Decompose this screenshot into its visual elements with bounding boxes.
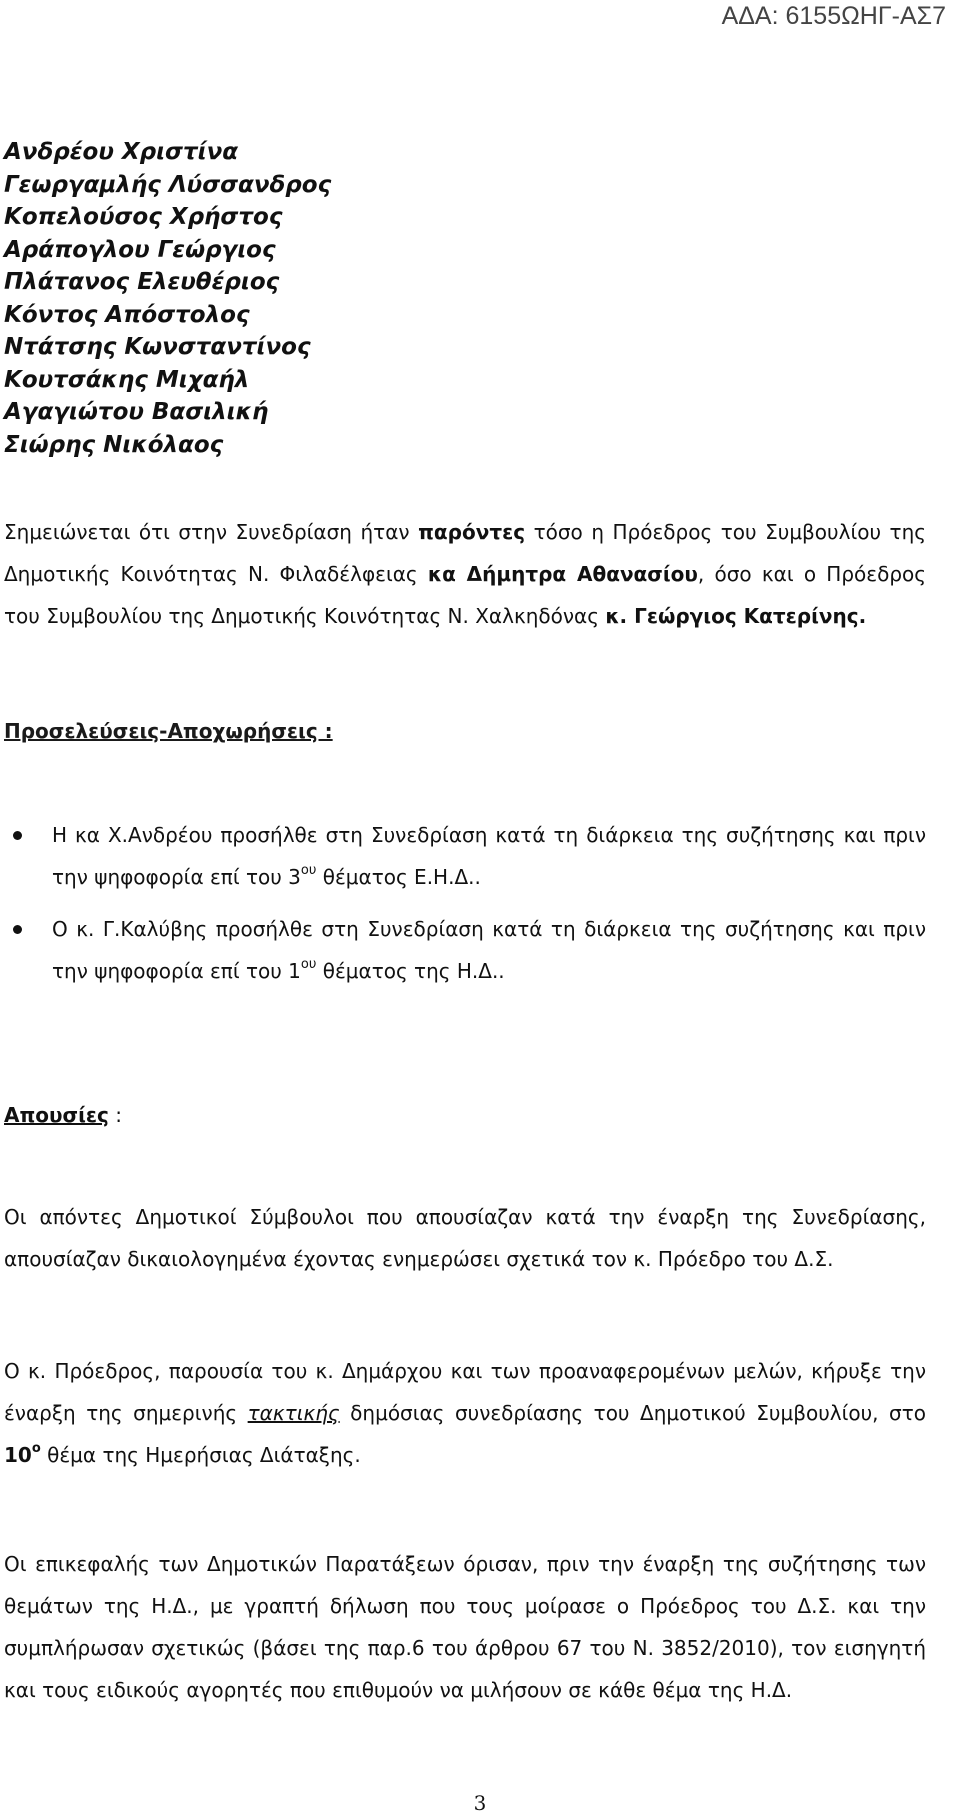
ada-code: ΑΔΑ: 6155ΩΗΓ-ΑΣ7	[721, 2, 946, 30]
presence-bold-chair-philadelphia: κα Δήμητρα Αθανασίου	[427, 562, 698, 586]
arrival-text: Η κα Χ.Ανδρέου προσήλθε στη Συνεδρίαση κατά τη διάρκεια της συζήτησης και πριν την ψηφοφορία επί του 3	[52, 823, 926, 889]
arrival-text-end: θέματος της Η.Δ..	[316, 959, 505, 983]
attendee-name: Ντάτσης Κωνσταντίνος	[4, 334, 311, 360]
attendee-name: Κόντος Απόστολος	[4, 301, 250, 328]
arrival-item	[4, 908, 926, 992]
presence-text-2: τόσο η Πρόεδρος του Συμβουλίου της Δημοτικής Κοινότητας Ν. Φιλαδέλφειας	[4, 520, 927, 586]
opening-text-2: δημόσιας συνεδρίασης του Δημοτικού Συμβουλίου, στο	[339, 1401, 927, 1425]
absences-heading-line	[4, 1103, 122, 1127]
arrival-text: Ο κ. Γ.Καλύβης προσήλθε στη Συνεδρίαση κατά τη διάρκεια της συζήτησης και πριν την ψηφοφορία επί του 1	[52, 917, 926, 983]
opening-ordinal: ο	[31, 1441, 41, 1457]
bullet-icon	[13, 831, 22, 840]
attendee-name: Ανδρέου Χριστίνα	[4, 139, 239, 165]
opening-text-3: θέμα της Ημερήσιας Διάταξης.	[40, 1443, 361, 1467]
attendee-name: Πλάτανος Ελευθέριος	[4, 269, 280, 295]
presence-text-1: Σημειώνεται ότι στην Συνεδρίαση ήταν	[4, 520, 419, 544]
arrivals-heading: Προσελεύσεις-Αποχωρήσεις :	[4, 719, 333, 743]
attendee-name: Αράπογλου Γεώργιος	[4, 236, 276, 263]
opening-paragraph	[4, 1350, 926, 1476]
presence-bold-present: παρόντες	[418, 520, 526, 544]
arrival-item	[4, 814, 926, 898]
presence-note	[4, 511, 926, 637]
attendee-name: Κοπελούσος Χρήστος	[4, 204, 283, 230]
arrivals-list	[4, 814, 926, 1002]
absences-heading: Απουσίες	[4, 1103, 109, 1127]
absences-text: Οι απόντες Δημοτικοί Σύμβουλοι που απουσίαζαν κατά την έναρξη της Συνεδρίασης, απουσίαζαν δικαιολογημένα έχοντας ενημερώσει σχετικά τον κ. Πρόεδρο του Δ.Σ.	[4, 1205, 926, 1271]
ordinal-suffix: ου	[300, 863, 317, 879]
arrival-text-end: θέματος Ε.Η.Δ..	[316, 865, 481, 889]
opening-text-1: Ο κ. Πρόεδρος, παρουσία του κ. Δημάρχου και των προαναφερομένων μελών, κήρυξε την έναρξη της σημερινής	[4, 1359, 926, 1425]
attendee-name: Κουτσάκης Μιχαήλ	[4, 366, 250, 393]
attendees-list	[4, 136, 331, 461]
attendee-name: Αγαγιώτου Βασιλική	[4, 399, 269, 425]
attendee-name: Σιώρης Νικόλαος	[4, 431, 224, 458]
attendee-name: Γεωργαμλής Λύσσανδρος	[4, 171, 332, 198]
opening-item-number: 10	[4, 1443, 32, 1467]
bullet-icon	[13, 925, 22, 934]
parties-paragraph: Οι επικεφαλής των Δημοτικών Παρατάξεων όρισαν, πριν την έναρξη της συζήτησης των θεμάτων της Η.Δ., με γραπτή δήλωση που τους μοίρασε ο Πρόεδρος του Δ.Σ. και την συμπλήρωσαν σχετικώς (βάσει της παρ.6 του άρθρου 67 του Ν. 3852/2010), τον εισηγητή και τους ειδικούς αγορητές που επιθυμούν να μιλήσουν σε κάθε θέμα της Η.Δ.	[4, 1552, 926, 1702]
opening-italic-regular: τακτικής	[247, 1401, 340, 1425]
ordinal-suffix: ου	[300, 957, 317, 973]
presence-text-3: , όσο και ο Πρόεδρος του Συμβουλίου της Δημοτικής Κοινότητας Ν. Χαλκηδόνας	[4, 562, 926, 628]
page-number: 3	[473, 1791, 487, 1815]
presence-bold-chair-chalkidona: κ. Γεώργιος Κατερίνης.	[605, 604, 867, 628]
absences-heading-suffix: :	[108, 1103, 123, 1127]
